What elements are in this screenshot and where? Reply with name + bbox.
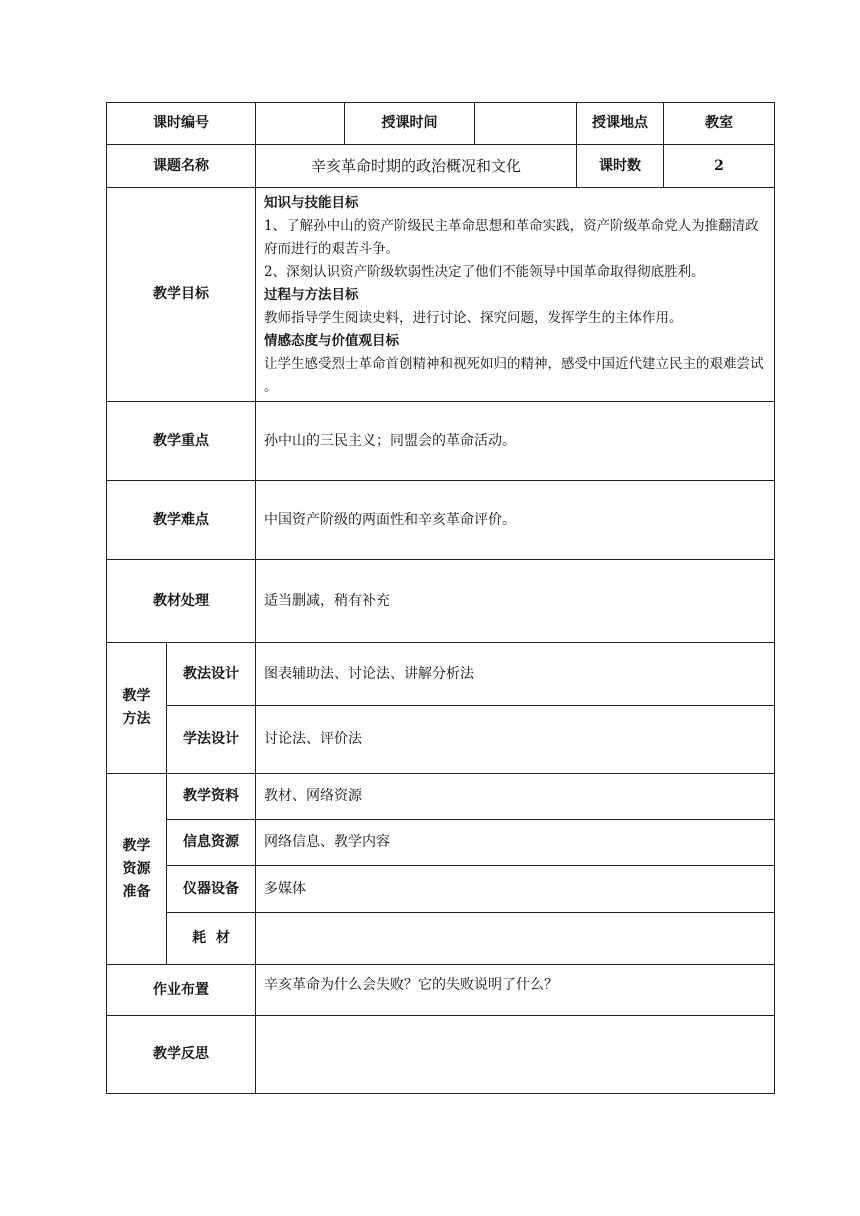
difficulties-label: 教学难点	[107, 481, 256, 560]
objective-text-4: 让学生感受烈士革命首创精神和视死如归的精神，感受中国近代建立民主的艰难尝试 。	[264, 356, 764, 395]
resources-label-line3: 准备	[122, 883, 151, 900]
homework-value: 辛亥革命为什么会失败？它的失败说明了什么？	[256, 965, 775, 1016]
materials-handling-value: 适当删减，稍有补充	[256, 560, 775, 643]
reflection-label: 教学反思	[107, 1016, 256, 1094]
equipment-value: 多媒体	[256, 866, 775, 913]
methods-label	[107, 643, 167, 774]
key-points-label: 教学重点	[107, 402, 256, 481]
reflection-value	[256, 1016, 775, 1094]
topic-value: 辛亥革命时期的政治概况和文化	[256, 145, 577, 188]
consumables-value	[256, 913, 775, 965]
objective-heading-knowledge: 知识与技能目标	[264, 195, 359, 211]
reflection-row	[107, 1016, 775, 1094]
info-resources-value: 网络信息、教学内容	[256, 820, 775, 866]
resources-label-line1: 教学	[122, 837, 151, 854]
lesson-no-label: 课时编号	[107, 103, 256, 145]
time-value	[475, 103, 577, 145]
resources-row-equipment	[107, 866, 775, 913]
learning-method-value: 讨论法、评价法	[256, 706, 775, 774]
objectives-content	[256, 188, 775, 402]
header-row-1	[107, 103, 775, 145]
objectives-row	[107, 188, 775, 402]
methods-label-line2: 方法	[122, 711, 151, 727]
resources-row-info	[107, 820, 775, 866]
teaching-method-label: 教法设计	[167, 643, 256, 706]
homework-label: 作业布置	[107, 965, 256, 1016]
key-points-row	[107, 402, 775, 481]
materials-handling-row	[107, 560, 775, 643]
consumables-label: 耗 材	[167, 913, 256, 965]
materials-handling-label: 教材处理	[107, 560, 256, 643]
difficulties-row	[107, 481, 775, 560]
lesson-no-value	[256, 103, 345, 145]
header-row-2	[107, 145, 775, 188]
resources-label	[107, 774, 167, 965]
learning-method-label: 学法设计	[167, 706, 256, 774]
key-points-value: 孙中山的三民主义；同盟会的革命活动。	[256, 402, 775, 481]
objective-text-3: 教师指导学生阅读史料，进行讨论、探究问题，发挥学生的主体作用。	[264, 310, 683, 326]
lesson-plan-table	[106, 102, 775, 1094]
equipment-label: 仪器设备	[167, 866, 256, 913]
place-label: 授课地点	[577, 103, 664, 145]
hours-label: 课时数	[577, 145, 664, 188]
methods-label-line1: 教学	[122, 688, 151, 704]
hours-value: 2	[664, 145, 775, 188]
info-resources-label: 信息资源	[167, 820, 256, 866]
topic-label: 课题名称	[107, 145, 256, 188]
homework-row	[107, 965, 775, 1016]
difficulties-value: 中国资产阶级的两面性和辛亥革命评价。	[256, 481, 775, 560]
resources-label-line2: 资源	[122, 860, 151, 877]
place-value: 教室	[664, 103, 775, 145]
teaching-materials-label: 教学资料	[167, 774, 256, 820]
resources-row-consumables	[107, 913, 775, 965]
methods-row-teaching	[107, 643, 775, 706]
objective-text-1: 1、了解孙中山的资产阶级民主革命思想和革命实践，资产阶级革命党人为推翻清政府而进行的艰苦斗争。	[264, 218, 759, 257]
objective-heading-process: 过程与方法目标	[264, 287, 359, 303]
time-label: 授课时间	[345, 103, 475, 145]
teaching-method-value: 图表辅助法、讨论法、讲解分析法	[256, 643, 775, 706]
resources-row-materials	[107, 774, 775, 820]
objectives-label: 教学目标	[107, 188, 256, 402]
methods-row-learning	[107, 706, 775, 774]
objective-text-2: 2、深刻认识资产阶级软弱性决定了他们不能领导中国革命取得彻底胜利。	[264, 264, 705, 280]
teaching-materials-value: 教材、网络资源	[256, 774, 775, 820]
objective-heading-attitude: 情感态度与价值观目标	[264, 333, 399, 349]
